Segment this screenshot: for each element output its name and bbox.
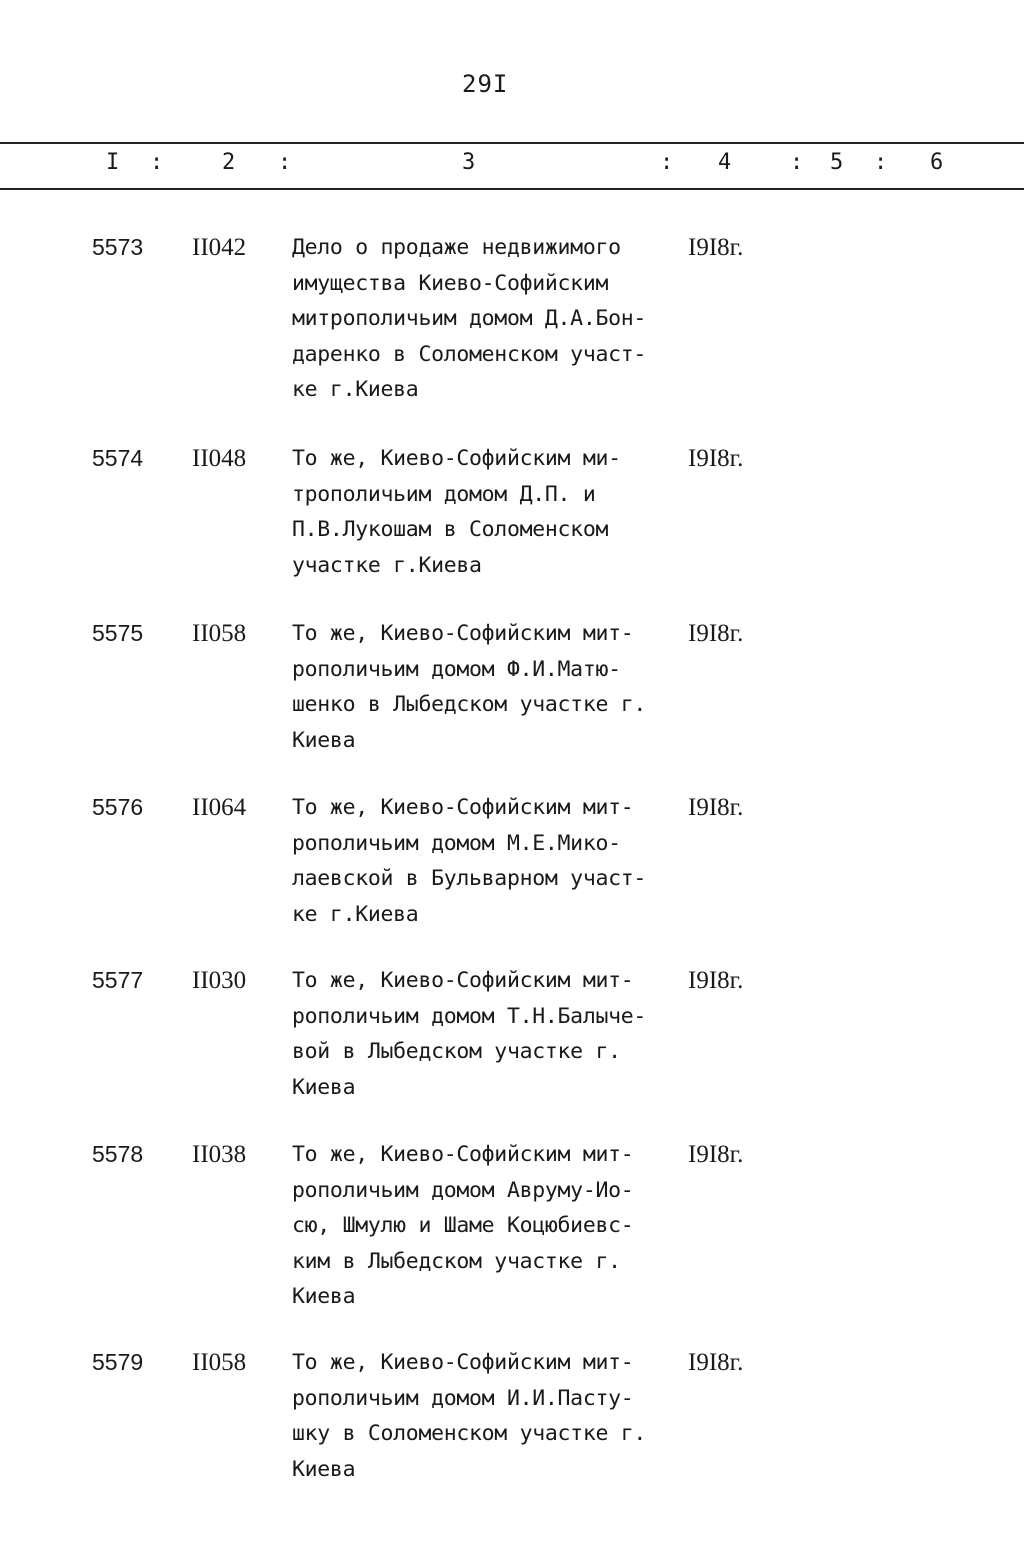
record-number: 5574 [92,445,144,471]
column-separator: : [660,150,674,175]
description-line: П.В.Лукошам в Соломенском [292,517,609,542]
record-number: 5579 [92,1349,144,1375]
record-inventory-number: II064 [192,794,247,821]
column-separator: : [150,150,164,175]
record-year: I9I8г. [688,1141,744,1168]
record-description [292,441,712,583]
record-year: I9I8г. [688,620,744,647]
page-number: 29I [462,70,509,98]
column-header-4: 4 [718,150,732,175]
description-line: митрополичьим домом Д.А.Бон- [292,306,647,331]
record-inventory-number: II038 [192,1141,247,1168]
description-line: Киева [292,1284,356,1309]
record-number: 5578 [92,1141,144,1167]
description-line: рополичьим домом М.Е.Мико- [292,830,621,856]
description-line: рополичьим домом Авруму-Ио- [292,1177,634,1203]
description-line: ким в Лыбедском участке г. [292,1248,621,1274]
record-description [292,963,712,1105]
description-line: ке г.Киева [292,901,419,927]
record-year: I9I8г. [688,794,744,821]
description-line: То же, Киево-Софийским мит- [292,621,634,646]
description-line: Киева [292,1074,356,1100]
description-line: Киева [292,1456,356,1482]
description-line: То же, Киево-Софийским ми- [292,446,621,471]
record-description [292,616,712,758]
record-number: 5577 [92,967,144,993]
record-number: 5576 [92,794,144,820]
record-year: I9I8г. [688,445,744,472]
column-header-1: I [106,150,120,175]
description-line: рополичьим домом И.И.Пасту- [292,1385,634,1411]
record-year: I9I8г. [688,234,744,261]
description-line: сю, Шмулю и Шаме Коцюбиевс- [292,1213,634,1238]
column-separator: : [278,150,292,175]
description-line: То же, Киево-Софийским мит- [292,1350,634,1375]
column-separator: : [790,150,804,175]
column-header-5: 5 [830,150,844,175]
record-description [292,790,712,932]
header-rule-top [0,142,1024,144]
description-line: имущества Киево-Софийским [292,270,609,296]
record-inventory-number: II048 [192,445,247,472]
description-line: Дело о продаже недвижимого [292,235,621,260]
record-number: 5573 [92,234,144,260]
column-header-6: 6 [930,150,944,175]
description-line: вой в Лыбедском участке г. [292,1039,621,1064]
record-number: 5575 [92,620,144,646]
description-line: рополичьим домом Т.Н.Балыче- [292,1003,647,1029]
record-inventory-number: II058 [192,1349,247,1376]
record-description [292,1137,712,1315]
description-line: То же, Киево-Софийским мит- [292,795,634,820]
description-line: То же, Киево-Софийским мит- [292,968,634,993]
record-inventory-number: II042 [192,234,247,261]
description-line: шенко в Лыбедском участке г. [292,692,647,717]
record-year: I9I8г. [688,1349,744,1376]
column-separator: : [874,150,888,175]
header-rule-bottom [0,188,1024,190]
description-line: шку в Соломенском участке г. [292,1421,647,1446]
description-line: трополичьим домом Д.П. и [292,481,596,507]
record-inventory-number: II058 [192,620,247,647]
description-line: участке г.Киева [292,552,482,578]
column-header-2: 2 [222,150,236,175]
description-line: даренко в Соломенском участ- [292,341,647,367]
record-inventory-number: II030 [192,967,247,994]
record-year: I9I8г. [688,967,744,994]
description-line: Киева [292,727,356,753]
description-line: ке г.Киева [292,377,419,402]
column-header-3: 3 [462,150,476,175]
record-description [292,1345,712,1487]
description-line: То же, Киево-Софийским мит- [292,1142,634,1167]
description-line: лаевской в Бульварном участ- [292,866,647,891]
description-line: рополичьим домом Ф.И.Матю- [292,656,621,682]
record-description [292,230,712,408]
